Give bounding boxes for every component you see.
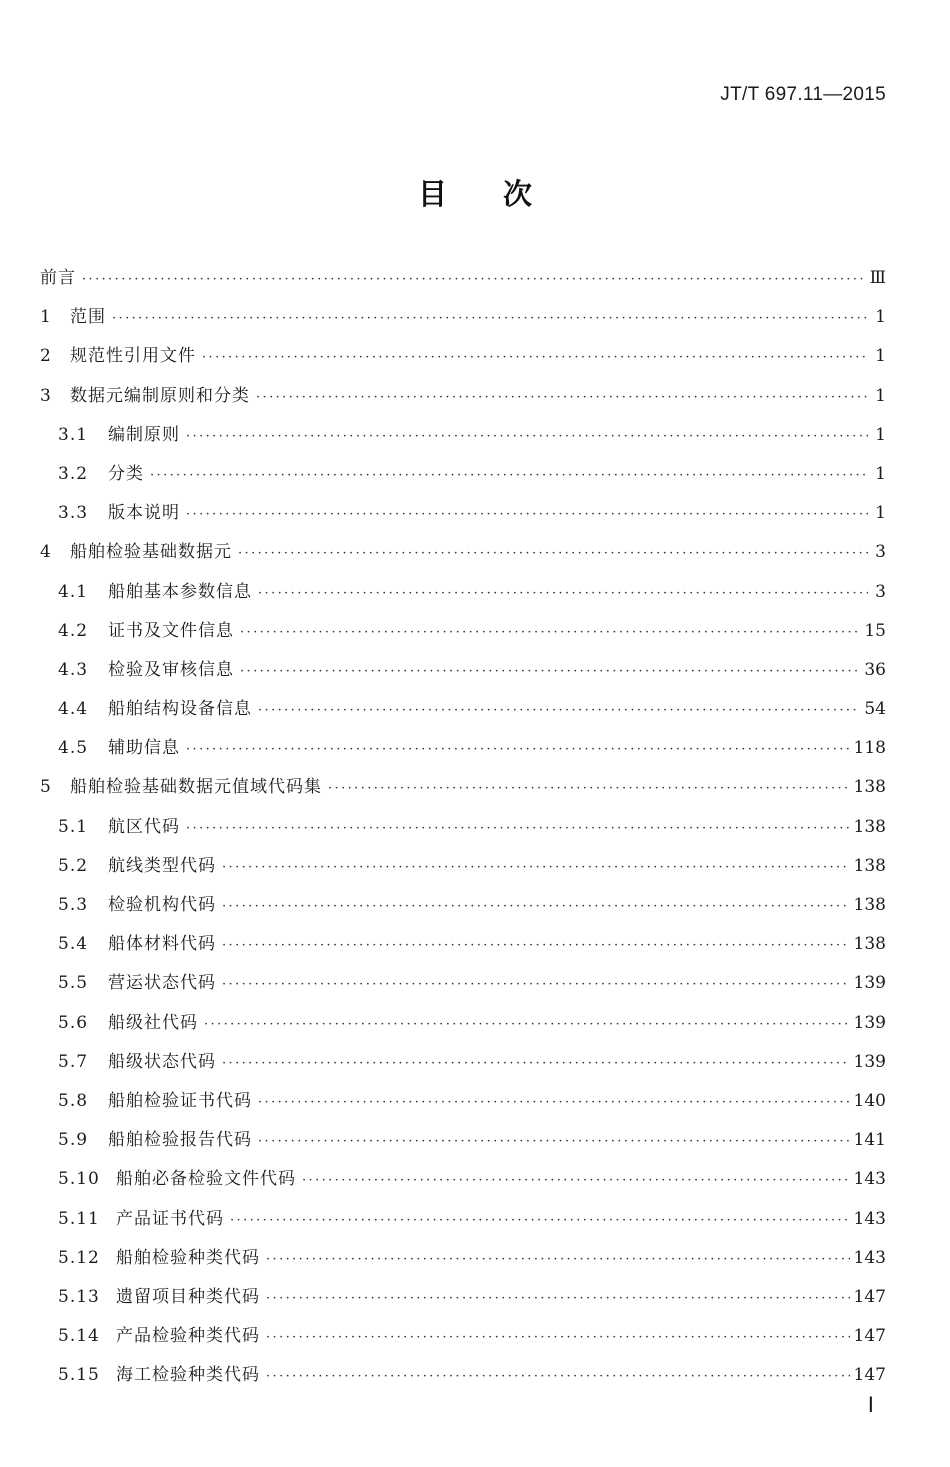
toc-entry-number: 2 [40,346,52,367]
toc-dot-leader [222,887,850,926]
standard-code: JT/T 697.11—2015 [720,84,886,105]
toc-entry[interactable] [40,1160,886,1199]
toc-dot-leader [258,574,868,613]
toc-entry-label: 船体材料代码 [108,934,216,955]
toc-entry-label: 船级社代码 [108,1012,198,1033]
toc-dot-leader [240,613,860,652]
toc-entry-number: 5.3 [58,895,89,915]
toc-dot-leader [266,1240,850,1279]
toc-entry-number: 3 [40,385,52,406]
toc-entry[interactable] [40,1004,886,1043]
toc-entry-page: 143 [853,1208,886,1229]
toc-entry[interactable] [40,768,886,807]
title-char-1: 目 [417,177,447,211]
toc-entry-label: 检验机构代码 [108,895,216,915]
toc-entry-number: 5 [40,777,52,798]
page-title [0,172,950,213]
toc-entry-label: 船舶基本参数信息 [108,581,252,602]
toc-entry-number: 5.4 [58,934,89,955]
toc-entry[interactable] [40,573,886,612]
toc-entry-page: 54 [864,699,886,720]
toc-dot-leader [266,1279,850,1318]
toc-entry-page: 147 [853,1365,886,1386]
toc-entry[interactable] [40,808,886,847]
toc-entry-label: 遗留项目种类代码 [116,1286,260,1307]
toc-entry-label: 证书及文件信息 [108,620,234,641]
toc-entry-label: 航线类型代码 [108,855,216,876]
toc-entry[interactable] [40,337,886,376]
toc-entry[interactable] [40,416,886,455]
toc-entry-number: 5.9 [58,1130,89,1151]
toc-entry[interactable] [40,494,886,533]
toc-entry-page: 141 [853,1130,886,1151]
toc-entry-page: 143 [853,1247,886,1268]
toc-entry[interactable] [40,1043,886,1082]
toc-entry-number: 5.1 [58,816,89,837]
toc-entry-page: 1 [875,385,886,406]
toc-entry-page: 3 [875,581,886,602]
toc-entry-page: 138 [853,777,886,798]
toc-entry-page: 1 [875,503,886,524]
toc-entry-number: 4.5 [58,738,89,759]
toc-entry-label: 规范性引用文件 [70,346,196,367]
toc-dot-leader [222,1044,850,1083]
toc-entry[interactable] [40,259,886,298]
toc-entry-number: 5.2 [58,855,89,876]
toc-entry-number: 5.12 [58,1247,100,1268]
toc-entry-page: 15 [864,620,886,641]
toc-entry-page: 138 [853,816,886,837]
toc-dot-leader [186,730,850,769]
toc-entry-page: 138 [853,895,886,915]
toc-entry-number: 5.14 [58,1326,100,1347]
toc-entry-page: 147 [853,1286,886,1307]
toc-entry[interactable] [40,964,886,1003]
toc-entry-page: 1 [875,307,886,328]
toc-entry[interactable] [40,533,886,572]
toc-entry[interactable] [40,729,886,768]
toc-entry-number: 4.3 [58,659,89,680]
toc-entry-page: 139 [853,973,886,994]
toc-entry-number: 4.2 [58,620,89,641]
toc-entry[interactable] [40,1082,886,1121]
toc-dot-leader [258,1083,850,1122]
toc-dot-leader [82,260,866,299]
toc-dot-leader [258,691,860,730]
toc-entry-label: 船舶检验基础数据元值域代码集 [70,777,322,798]
toc-entry-page: 1 [875,424,886,445]
toc-entry-page: 139 [853,1051,886,1072]
toc-entry-label: 编制原则 [108,424,180,445]
toc-entry[interactable] [40,925,886,964]
toc-entry-label: 分类 [108,463,144,484]
toc-entry-number: 4 [40,542,52,563]
toc-entry-page: 118 [853,738,886,759]
toc-entry-number: 5.8 [58,1090,89,1111]
toc-entry-number: 5.13 [58,1286,100,1307]
toc-dot-leader [112,299,868,338]
toc-entry-page: 140 [853,1090,886,1111]
toc-entry-label: 产品检验种类代码 [116,1326,260,1347]
toc-entry-label: 船舶检验种类代码 [116,1247,260,1268]
toc-entry-label: 数据元编制原则和分类 [70,385,250,406]
toc-entry[interactable] [40,1317,886,1356]
toc-entry-page: 138 [853,855,886,876]
toc-dot-leader [240,652,860,691]
toc-entry-label: 船舶检验证书代码 [108,1090,252,1111]
toc-entry-number: 1 [40,307,52,328]
toc-dot-leader [202,338,868,377]
toc-entry-label: 船级状态代码 [108,1051,216,1072]
toc-entry-number: 3.1 [58,424,89,445]
toc-entry-number: 3.3 [58,503,89,524]
toc-entry-label: 版本说明 [108,503,180,524]
toc-entry[interactable] [40,612,886,651]
toc-dot-leader [256,378,868,417]
toc-entry-page: 3 [875,542,886,563]
toc-entry[interactable] [40,377,886,416]
toc-entry-page: 36 [864,659,886,680]
toc-entry-number: 5.11 [58,1208,100,1229]
toc-dot-leader [222,965,850,1004]
toc-entry-label: 前言 [40,268,76,288]
toc-dot-leader [204,1005,850,1044]
toc-entry-label: 检验及审核信息 [108,659,234,680]
toc-dot-leader [266,1357,850,1396]
toc-dot-leader [222,848,850,887]
toc-entry-label: 海工检验种类代码 [116,1365,260,1386]
toc-entry-label: 船舶结构设备信息 [108,699,252,720]
toc-dot-leader [302,1161,850,1200]
toc-entry[interactable] [40,1239,886,1278]
table-of-contents [40,259,886,1395]
toc-dot-leader [266,1318,850,1357]
toc-entry-label: 营运状态代码 [108,973,216,994]
toc-entry[interactable] [40,1121,886,1160]
toc-entry-number: 5.7 [58,1051,89,1072]
toc-dot-leader [328,769,850,808]
toc-dot-leader [186,809,850,848]
toc-entry-label: 船舶检验报告代码 [108,1130,252,1151]
toc-entry-page: 147 [853,1326,886,1347]
toc-dot-leader [222,926,850,965]
toc-dot-leader [238,534,868,573]
toc-entry-number: 3.2 [58,463,89,484]
toc-entry[interactable] [40,886,886,925]
toc-entry-label: 产品证书代码 [116,1208,224,1229]
toc-entry-number: 5.6 [58,1012,89,1033]
toc-entry[interactable] [40,651,886,690]
toc-entry-page: 138 [853,934,886,955]
toc-entry-label: 船舶必备检验文件代码 [116,1169,296,1190]
toc-dot-leader [186,495,868,534]
toc-entry-number: 5.5 [58,973,89,994]
toc-entry[interactable] [40,1356,886,1395]
toc-dot-leader [150,456,868,495]
toc-entry-number: 4.1 [58,581,89,602]
toc-entry-page: 1 [875,346,886,367]
page-number: Ⅰ [867,1393,874,1417]
toc-entry[interactable] [40,690,886,729]
toc-entry-number: 5.10 [58,1169,100,1190]
toc-dot-leader [186,417,868,456]
toc-entry[interactable] [40,455,886,494]
toc-entry-label: 范围 [70,307,106,328]
toc-entry-label: 航区代码 [108,816,180,837]
title-char-2: 次 [503,177,533,211]
toc-entry[interactable] [40,1278,886,1317]
toc-entry[interactable] [40,1200,886,1239]
toc-entry-number: 5.15 [58,1365,100,1386]
toc-entry-number: 4.4 [58,699,89,720]
toc-entry-page: 1 [875,463,886,484]
toc-entry-page: 143 [853,1169,886,1190]
toc-entry[interactable] [40,847,886,886]
toc-entry-page: Ⅲ [869,268,886,288]
toc-entry-label: 船舶检验基础数据元 [70,542,232,563]
toc-dot-leader [230,1201,850,1240]
toc-entry-page: 139 [853,1012,886,1033]
toc-entry-label: 辅助信息 [108,738,180,759]
toc-dot-leader [258,1122,850,1161]
toc-entry[interactable] [40,298,886,337]
